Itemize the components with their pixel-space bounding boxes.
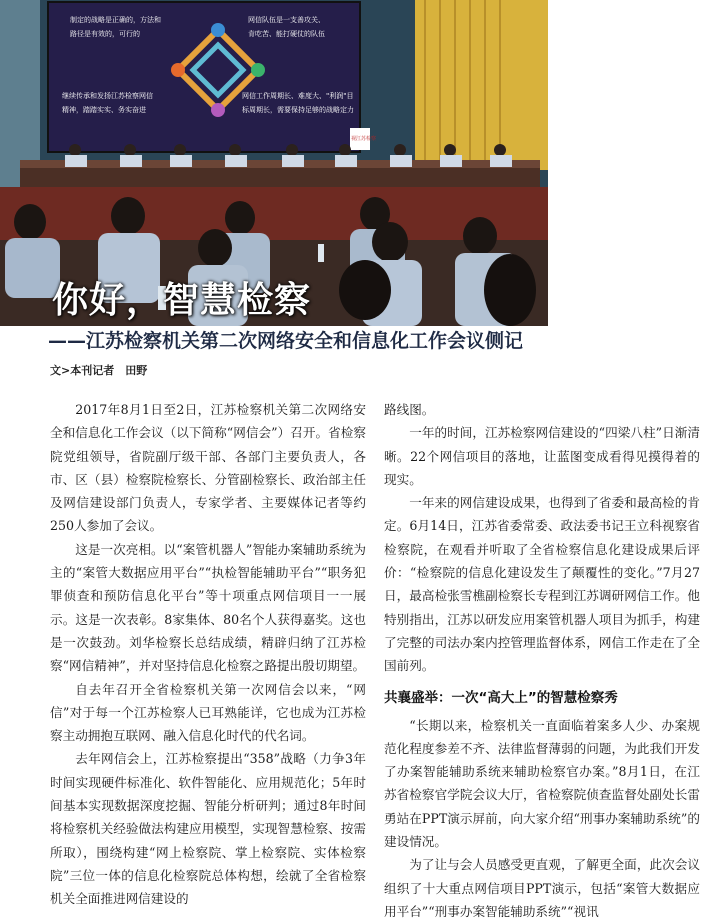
screen-text-left-1: 制定的战略是正确的，方法和 (70, 16, 161, 24)
screen-text-right-1: 网信队伍是一支善攻关、 (248, 16, 325, 24)
article-byline: 文>本刊记者 田野 (50, 364, 148, 377)
paragraph: 去年网信会上，江苏检察提出“358”战略（力争3年时间实现硬件标准化、软件智能化、应用规范化；5年时间基本实现数据深度挖掘、智能分析研判；通过8年时间将检察机关经验做法构建应用模型，实现智慧检察、按需所取），围绕构建“网上检察院、掌上检察院、实体检察院”三位一体的信息化检察院总体构想，绘就了全省检察机关全面推进网信建设的 (50, 751, 366, 907)
paragraph: 路线图。 (384, 402, 435, 417)
screen-corner-tag: 视江苏检察 (351, 136, 377, 142)
paragraph: “长期以来，检察机关一直面临着案多人少、办案规范化程度参差不齐、法律监督薄弱的问题，为此我们开发了办案智能辅助系统来辅助检察官办案。”8月1日，在江苏省检察官学院会议大厅，省检察院侦查监督处副处长雷勇站在PPT演示屏前，向大家介绍“刑事办案辅助系统”的建设情况。 (384, 717, 700, 850)
article-headline: 你好，智慧检察 (52, 280, 312, 321)
screen-text-bottom-right-2: 标周期长，需要保持足够的战略定力 (242, 106, 354, 114)
screen-text-right-2: 肯吃苦、能打硬仗的队伍 (248, 30, 325, 38)
article-subtitle: ——江苏检察机关第二次网络安全和信息化工作会议侧记 (48, 330, 524, 352)
presentation-screen (48, 2, 360, 152)
left-column (50, 398, 366, 911)
page-margin (548, 0, 710, 326)
screen-text-bottom-left-1: 继续传承和发扬江苏检察网信 (62, 92, 153, 100)
paragraph: 自去年召开全省检察机关第一次网信会以来，“网信”对于每一个江苏检察人已耳熟能详，它也成为江苏检察主动拥抱互联网、融入信息化时代的代名词。 (50, 681, 366, 744)
paragraph: 2017年8月1日至2日，江苏检察机关第二次网络安全和信息化工作会议（以下简称“网信会”）召开。省检察院党组领导，省院副厅级干部、各部门主要负责人，各市、区（县）检察院检察长、分管副检察长、政治部主任及网信建设部门负责人，专家学者、主要媒体记者等约250人参加了会议。 (50, 402, 366, 534)
paragraph: 一年来的网信建设成果，也得到了省委和最高检的肯定。6月14日，江苏省委常委、政法委书记王立科视察省检察院，在观看并听取了全省检察信息化建设成果后评价：“检察院的信息化建设发生了颠覆性的变化。”7月27日，最高检张雪樵副检察长专程到江苏调研网信工作。他特别指出，江苏以研发应用案管机器人项目为抓手，构建了完整的司法办案内控管理监督体系，网信工作走在了全国前列。 (384, 495, 700, 674)
screen-text-left-2: 路径是有效的，可行的 (70, 30, 140, 38)
paragraph: 一年的时间，江苏检察网信建设的“四梁八柱”日渐清晰。22个网信项目的落地，让蓝图变成看得见摸得着的现实。 (384, 425, 700, 487)
paragraph: 为了让与会人员感受更直观，了解更全面，此次会议组织了十大重点网信项目PPT演示，包括“案管大数据应用平台”“刑事办案智能辅助系统”“视讯 (384, 857, 700, 919)
section-heading: 共襄盛举：一次“高大上”的智慧检察秀 (384, 689, 618, 706)
right-column (384, 398, 700, 923)
screen-text-bottom-left-2: 精神，踏踏实实、务实奋进 (62, 106, 146, 114)
paragraph: 这是一次亮相。以“案管机器人”智能办案辅助系统为主的“案管大数据应用平台”“执检智能辅助平台”“职务犯罪侦查和预防信息化平台”等十项重点网信项目一一展示。这是一次表彰。8家集体、80名个人获得嘉奖。这也是一次鼓劲。刘华检察长总结成绩，精辟归纳了江苏检察“网信精神”，并对坚持信息化检察之路提出殷切期望。 (50, 541, 366, 674)
screen-text-bottom-right-1: 网信工作周期长、难度大、"利润"目 (242, 92, 354, 100)
